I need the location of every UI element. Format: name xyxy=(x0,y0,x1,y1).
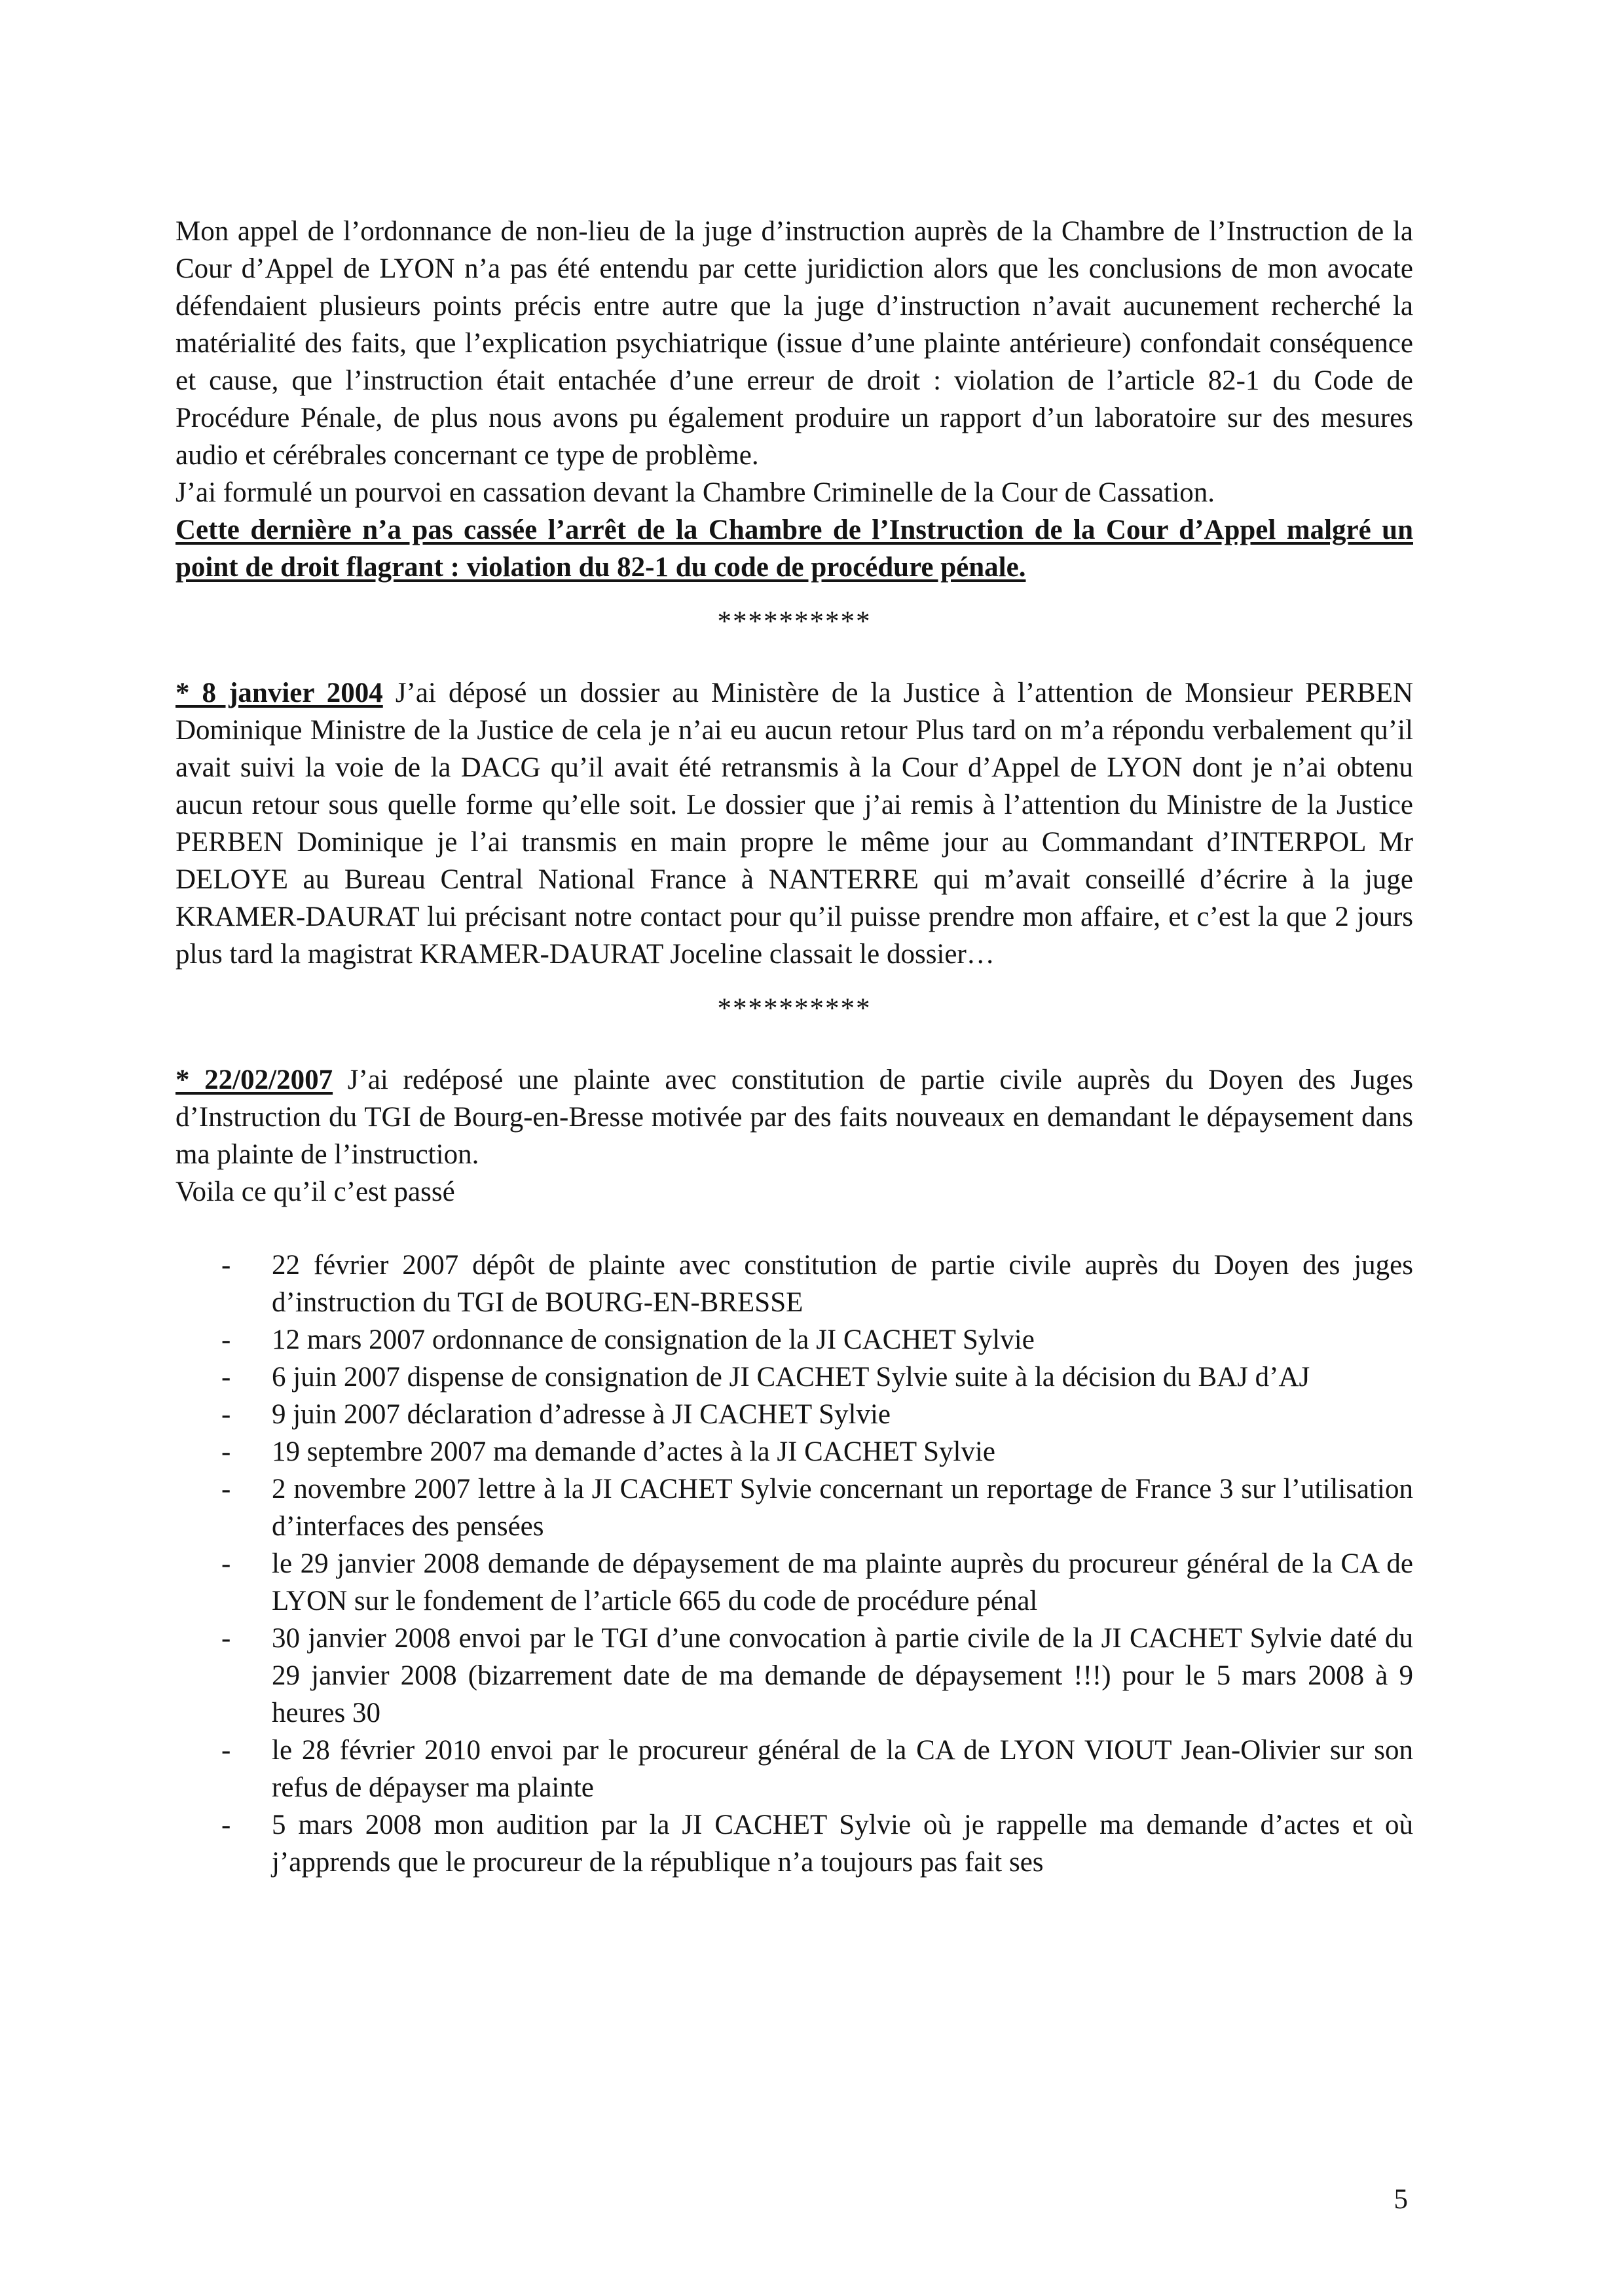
list-dash: - xyxy=(221,1623,231,1654)
list-item xyxy=(175,1545,1413,1620)
list-item xyxy=(175,1620,1413,1732)
list-dash: - xyxy=(221,1548,231,1579)
section-2007-date: * 22/02/2007 xyxy=(175,1065,333,1095)
list-dash: - xyxy=(221,1474,231,1504)
event-list xyxy=(175,1247,1413,1881)
list-dash: - xyxy=(221,1250,231,1281)
list-dash: - xyxy=(221,1399,231,1430)
event-text: 5 mars 2008 mon audition par la JI CACHET Sylvie où je rappelle ma demande d’actes et où j’apprends que le procureur de la république n’a toujours pas fait ses xyxy=(272,1810,1413,1878)
list-dash: - xyxy=(221,1324,231,1355)
list-dash: - xyxy=(221,1362,231,1393)
page-number: 5 xyxy=(1393,2184,1408,2215)
separator-2: ********** xyxy=(717,993,872,1024)
list-dash: - xyxy=(221,1735,231,1766)
list-item xyxy=(175,1470,1413,1545)
appeal-paragraph: Mon appel de l’ordonnance de non-lieu de la juge d’instruction auprès de la Chambre de l’Instruction de la Cour d’Appel de LYON n’a pas été entendu par cette juridiction alors que les conclusions de mon avocate défendaient plusieurs points précis entre autre que la juge d’instruction n’avait aucunement recherché la matérialité des faits, que l’explication psychiatrique (issue d’une plainte antérieure) confondait conséquence et cause, que l’instruction était entachée d’une erreur de droit : violation de l’article 82-1 du Code de Procédure Pénale, de plus nous avons pu également produire un rapport d’un laboratoire sur des mesures audio et cérébrales concernant ce type de problème. xyxy=(175,216,1413,471)
list-item xyxy=(175,1433,1413,1470)
list-dash: - xyxy=(221,1436,231,1467)
event-text: 30 janvier 2008 envoi par le TGI d’une convocation à partie civile de la JI CACHET Sylvie daté du 29 janvier 2008 (bizarrement date de ma demande de dépaysement !!!) pour le 5 mars 2008 à 9 heures 30 xyxy=(272,1623,1413,1728)
list-dash: - xyxy=(221,1810,231,1840)
event-text: le 28 février 2010 envoi par le procureur général de la CA de LYON VIOUT Jean-Olivier sur son refus de dépayser ma plainte xyxy=(272,1735,1413,1803)
list-item xyxy=(175,1247,1413,1321)
cassation-paragraph: Cette dernière n’a pas cassée l’arrêt de la Chambre de l’Instruction de la Cour d’Appel malgré un point de droit flagrant : violation du 82-1 du code de procédure pénale. xyxy=(175,515,1413,583)
event-text: 2 novembre 2007 lettre à la JI CACHET Sylvie concernant un reportage de France 3 sur l’utilisation d’interfaces des pensées xyxy=(272,1474,1413,1542)
event-text: 6 juin 2007 dispense de consignation de JI CACHET Sylvie suite à la décision du BAJ d’AJ xyxy=(272,1362,1310,1393)
section-2004-paragraph xyxy=(175,674,1413,973)
list-item xyxy=(175,1732,1413,1806)
section-2007-paragraph xyxy=(175,1061,1413,1173)
event-text: le 29 janvier 2008 demande de dépaysement de ma plainte auprès du procureur général de la CA de LYON sur le fondement de l’article 665 du code de procédure pénal xyxy=(272,1548,1413,1616)
event-text: 22 février 2007 dépôt de plainte avec constitution de partie civile auprès du Doyen des juges d’instruction du TGI de BOURG-EN-BRESSE xyxy=(272,1250,1413,1318)
document-page xyxy=(175,213,1413,1881)
event-text: 9 juin 2007 déclaration d’adresse à JI CACHET Sylvie xyxy=(272,1399,891,1430)
list-item xyxy=(175,1806,1413,1881)
list-item xyxy=(175,1321,1413,1358)
pourvoi-paragraph: J’ai formulé un pourvoi en cassation devant la Chambre Criminelle de la Cour de Cassation. xyxy=(175,477,1215,508)
event-text: 19 septembre 2007 ma demande d’actes à la JI CACHET Sylvie xyxy=(272,1436,995,1467)
section-2007-text: J’ai redéposé une plainte avec constitution de partie civile auprès du Doyen des Juges d’Instruction du TGI de Bourg-en-Bresse motivée par des faits nouveaux en demandant le dépaysement dans ma plainte de l’instruction. xyxy=(175,1065,1413,1170)
list-item xyxy=(175,1396,1413,1433)
separator-1: ********** xyxy=(717,606,872,637)
list-item xyxy=(175,1358,1413,1396)
section-2004-date: * 8 janvier 2004 xyxy=(175,678,383,708)
section-2007-intro: Voila ce qu’il c’est passé xyxy=(175,1176,455,1207)
section-2004-text: J’ai déposé un dossier au Ministère de la Justice à l’attention de Monsieur PERBEN Dominique Ministre de la Justice de cela je n’ai eu aucun retour Plus tard on m’a répondu verbalement qu’il avait suivi la voie de la DACG qu’il avait été retransmis à la Cour d’Appel de LYON dont je n’ai obtenu aucun retour sous quelle forme qu’elle soit. Le dossier que j’ai remis à l’attention du Ministre de la Justice PERBEN Dominique je l’ai transmis en main propre le même jour au Commandant d’INTERPOL Mr DELOYE au Bureau Central National France à NANTERRE qui m’avait conseillé d’écrire à la juge KRAMER-DAURAT lui précisant notre contact pour qu’il puisse prendre mon affaire, et c’est la que 2 jours plus tard la magistrat KRAMER-DAURAT Joceline classait le dossier… xyxy=(175,678,1414,970)
event-text: 12 mars 2007 ordonnance de consignation de la JI CACHET Sylvie xyxy=(272,1324,1035,1355)
